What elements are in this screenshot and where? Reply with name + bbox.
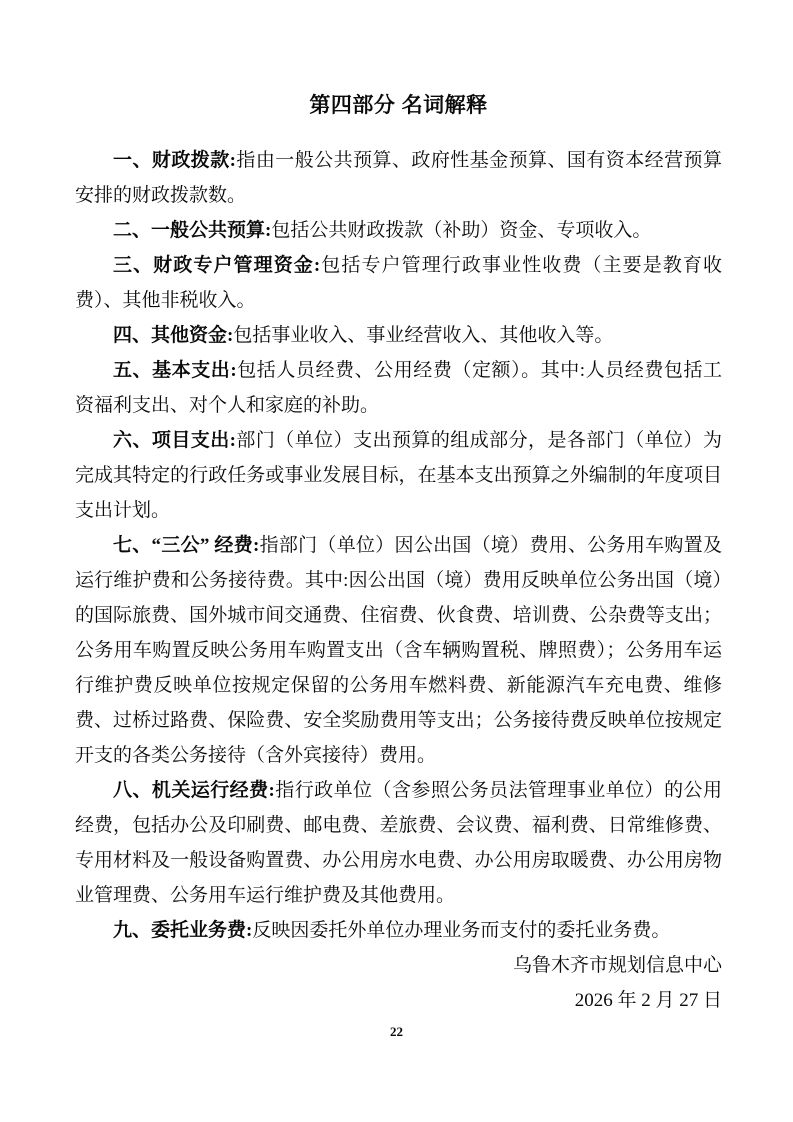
glossary-list <box>75 143 722 948</box>
glossary-term: 九、委托业务费: <box>113 920 253 941</box>
glossary-term: 七、“三公” 经费: <box>113 535 260 556</box>
glossary-item <box>75 318 722 353</box>
glossary-term: 六、项目支出: <box>113 430 236 451</box>
glossary-item <box>75 913 722 948</box>
glossary-term: 三、财政专户管理资金: <box>113 255 321 276</box>
glossary-item <box>75 248 722 318</box>
glossary-item <box>75 353 722 423</box>
page-title: 第四部分 名词解释 <box>309 94 488 117</box>
glossary-term: 二、一般公共预算: <box>113 220 272 241</box>
glossary-definition: 反映因委托外单位办理业务而支付的委托业务费。 <box>252 920 671 941</box>
glossary-definition: 指行政单位（含参照公务员法管理事业单位）的公用经费，包括办公及印刷费、邮电费、差旅费、会议费、福利费、日常维修费、专用材料及一般设备购置费、办公用房水电费、办公用房取暖费、办公用房物业管理费、公务用车运行维护费及其他费用。 <box>75 780 722 906</box>
page-number: 22 <box>390 1024 403 1039</box>
signature: 乌鲁木齐市规划信息中心 <box>512 955 722 976</box>
date-line: 2026 年 2 月 27 日 <box>574 990 722 1011</box>
glossary-definition: 指由一般公共预算、政府性基金预算、国有资本经营预算安排的财政拨款数。 <box>75 150 722 206</box>
glossary-item <box>75 213 722 248</box>
glossary-definition: 包括人员经费、公用经费（定额）。其中:人员经费包括工资福利支出、对个人和家庭的补助。 <box>75 360 723 416</box>
glossary-term: 一、财政拨款: <box>113 150 236 171</box>
glossary-definition: 包括事业收入、事业经营收入、其他收入等。 <box>233 325 614 346</box>
glossary-term: 四、其他资金: <box>113 325 234 346</box>
glossary-term: 八、机关运行经费: <box>113 780 275 801</box>
glossary-definition: 指部门（单位）因公出国（境）费用、公务用车购置及运行维护费和公务接待费。其中:因公出国（境）费用反映单位公务出国（境）的国际旅费、国外城市间交通费、住宿费、伙食费、培训费、公杂费等支出；公务用车购置反映公务用车购置支出（含车辆购置税、牌照费）；公务用车运行维护费反映单位按规定保留的公务用车燃料费、新能源汽车充电费、维修费、过桥过路费、保险费、安全奖励费用等支出；公务接待费反映单位按规定开支的各类公务接待（含外宾接待）费用。 <box>75 535 722 766</box>
glossary-definition: 包括公共财政拨款（补助）资金、专项收入。 <box>271 220 652 241</box>
glossary-definition: 部门（单位）支出预算的组成部分，是各部门（单位）为完成其特定的行政任务或事业发展目标，在基本支出预算之外编制的年度项目支出计划。 <box>75 430 722 521</box>
glossary-item <box>75 143 722 213</box>
glossary-term: 五、基本支出: <box>113 360 237 381</box>
glossary-item <box>75 528 722 773</box>
glossary-item <box>75 773 722 913</box>
glossary-definition: 包括专户管理行政事业性收费（主要是教育收费）、其他非税收入。 <box>75 255 722 311</box>
glossary-item <box>75 423 722 528</box>
